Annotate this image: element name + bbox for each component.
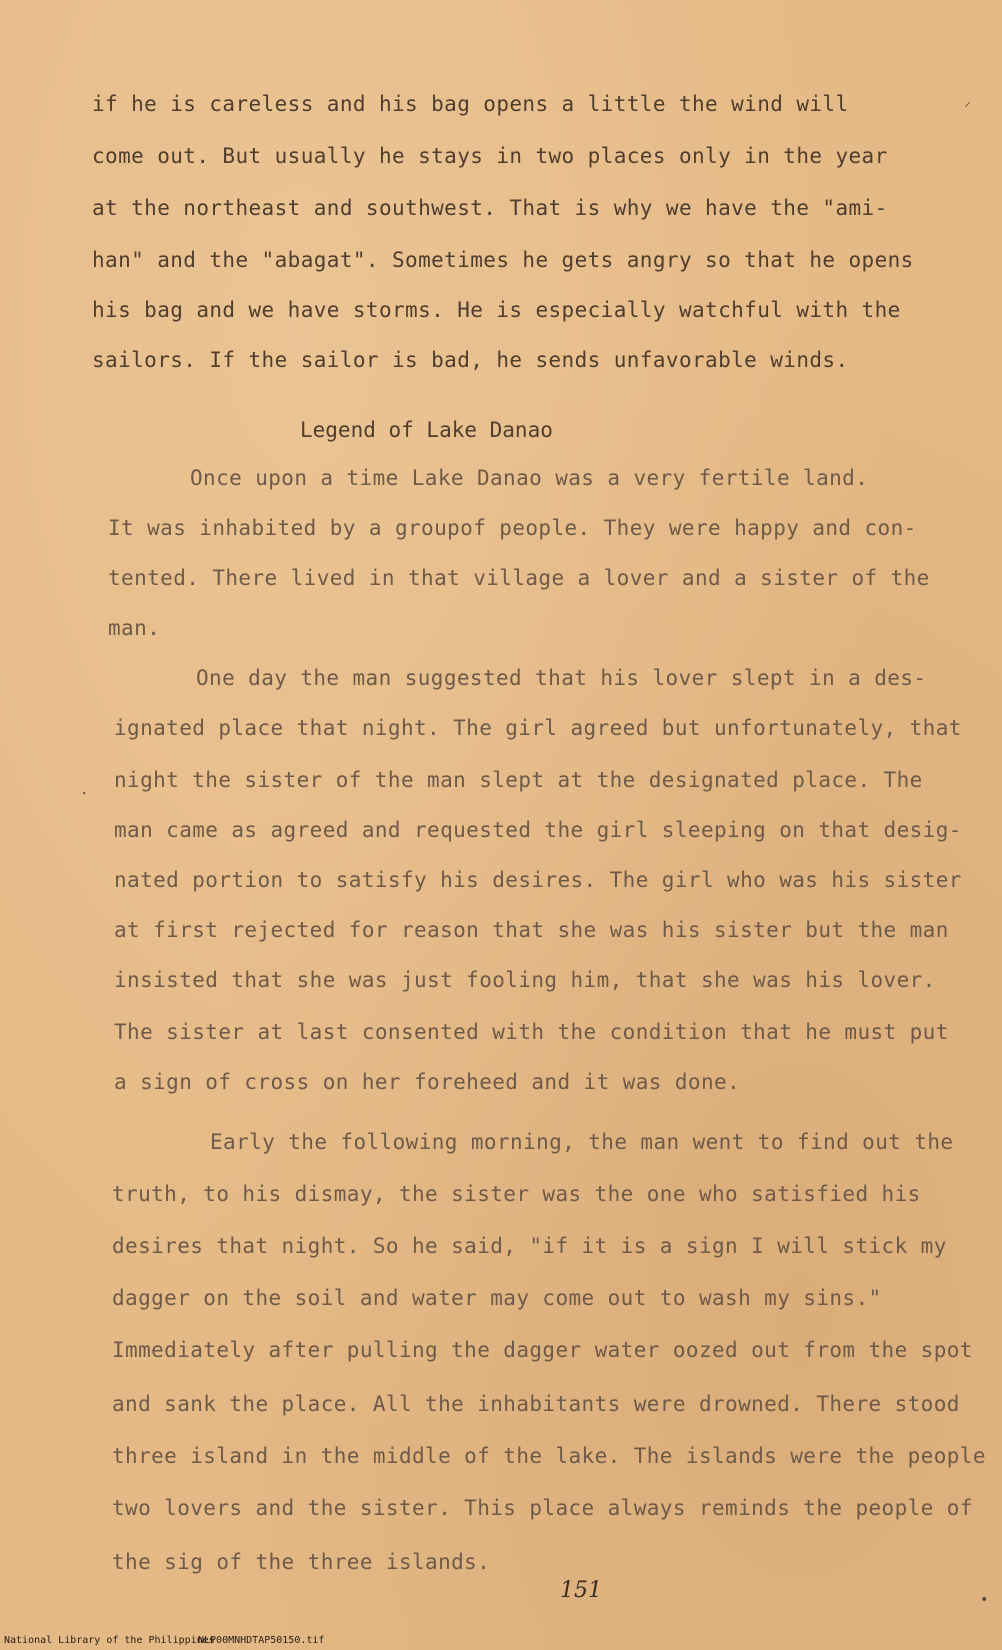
text-line: desires that night. So he said, "if it is a sign I will stick my — [112, 1234, 947, 1258]
text-line: One day the man suggested that his lover slept in a des- — [196, 666, 927, 690]
text-line: at first rejected for reason that she was his sister but the man — [114, 918, 949, 942]
text-line: truth, to his dismay, the sister was the one who satisfied his — [112, 1182, 921, 1206]
text-line: han" and the "abagat". Sometimes he gets angry so that he opens — [92, 248, 914, 272]
footer-library-name: National Library of the Philippines — [4, 1635, 215, 1646]
text-line: the sig of the three islands. — [112, 1550, 491, 1574]
text-line: his bag and we have storms. He is especially watchful with the — [92, 298, 901, 322]
text-line: two lovers and the sister. This place always reminds the people of — [112, 1496, 973, 1520]
footer-file-name: NLP00MNHDTAP50150.tif — [198, 1635, 325, 1646]
section-heading: Legend of Lake Danao — [300, 418, 553, 442]
ink-mark: • — [980, 1592, 989, 1608]
page-number: 151 — [560, 1578, 602, 1603]
text-line: ignated place that night. The girl agreed but unfortunately, that — [114, 716, 962, 740]
text-line: dagger on the soil and water may come out to wash my sins." — [112, 1286, 882, 1310]
text-line: at the northeast and southwest. That is why we have the "ami- — [92, 196, 888, 220]
text-line: sailors. If the sailor is bad, he sends unfavorable winds. — [92, 348, 849, 372]
text-line: a sign of cross on her foreheed and it was done. — [114, 1070, 741, 1094]
text-line: man. — [108, 616, 161, 640]
text-line: come out. But usually he stays in two places only in the year — [92, 144, 888, 168]
text-line: Early the following morning, the man went to find out the — [210, 1130, 954, 1154]
text-line: tented. There lived in that village a lover and a sister of the — [108, 566, 930, 590]
text-line: night the sister of the man slept at the designated place. The — [114, 768, 923, 792]
text-line: nated portion to satisfy his desires. The girl who was his sister — [114, 868, 962, 892]
ink-mark: ⸝ — [964, 94, 971, 110]
ink-mark: · — [80, 786, 89, 802]
text-line: The sister at last consented with the condition that he must put — [114, 1020, 949, 1044]
text-line: three island in the middle of the lake. The islands were the people — [112, 1444, 986, 1468]
text-line: Once upon a time Lake Danao was a very fertile land. — [190, 466, 869, 490]
text-line: Immediately after pulling the dagger water oozed out from the spot — [112, 1338, 973, 1362]
text-line: It was inhabited by a groupof people. They were happy and con- — [108, 516, 917, 540]
text-line: and sank the place. All the inhabitants were drowned. There stood — [112, 1392, 960, 1416]
text-line: insisted that she was just fooling him, that she was his lover. — [114, 968, 936, 992]
text-line: if he is careless and his bag opens a little the wind will — [92, 92, 849, 116]
text-line: man came as agreed and requested the girl sleeping on that desig- — [114, 818, 962, 842]
